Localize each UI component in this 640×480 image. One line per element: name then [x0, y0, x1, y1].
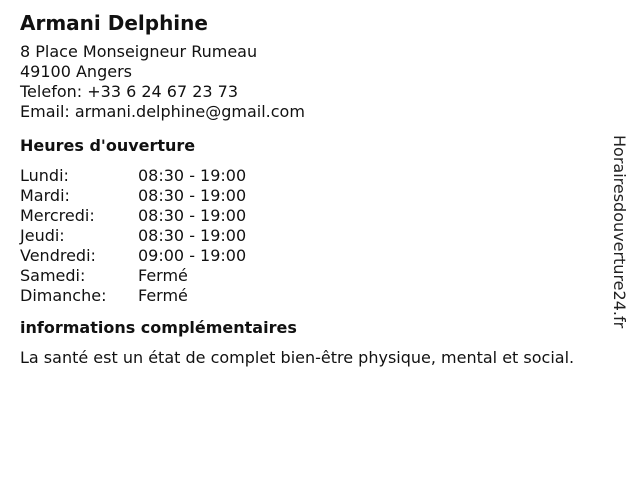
day-label: Dimanche:: [20, 286, 107, 305]
day-label: Samedi:: [20, 266, 86, 285]
email-line: Email: armani.delphine@gmail.com: [20, 102, 305, 121]
time-value: Fermé: [138, 286, 188, 305]
hours-row-tuesday: [20, 186, 610, 206]
hours-row-monday: [20, 166, 610, 186]
hours-row-friday: [20, 246, 610, 266]
time-value: Fermé: [138, 266, 188, 285]
address-line-1: 8 Place Monseigneur Rumeau: [20, 42, 258, 61]
time-value: 08:30 - 19:00: [138, 206, 247, 225]
day-label: Mardi:: [20, 186, 70, 205]
hours-row-wednesday: [20, 206, 610, 226]
time-value: 09:00 - 19:00: [138, 246, 247, 265]
opening-hours-title: Heures d'ouverture: [20, 136, 196, 155]
hours-row-saturday: [20, 266, 610, 286]
hours-row-thursday: [20, 226, 610, 246]
business-card: [20, 10, 610, 368]
opening-hours-list: [20, 166, 610, 306]
time-value: 08:30 - 19:00: [138, 226, 247, 245]
business-name: Armani Delphine: [20, 11, 208, 35]
address-line-2: 49100 Angers: [20, 62, 132, 81]
site-watermark: Horairesdouverture24.fr: [610, 135, 629, 329]
additional-info-title: informations complémentaires: [20, 318, 297, 337]
time-value: 08:30 - 19:00: [138, 186, 247, 205]
additional-info-text: La santé est un état de complet bien-être physique, mental et social.: [20, 348, 575, 367]
day-label: Mercredi:: [20, 206, 95, 225]
time-value: 08:30 - 19:00: [138, 166, 247, 185]
phone-line: Telefon: +33 6 24 67 23 73: [20, 82, 239, 101]
day-label: Vendredi:: [20, 246, 96, 265]
day-label: Lundi:: [20, 166, 69, 185]
hours-row-sunday: [20, 286, 610, 306]
day-label: Jeudi:: [20, 226, 65, 245]
